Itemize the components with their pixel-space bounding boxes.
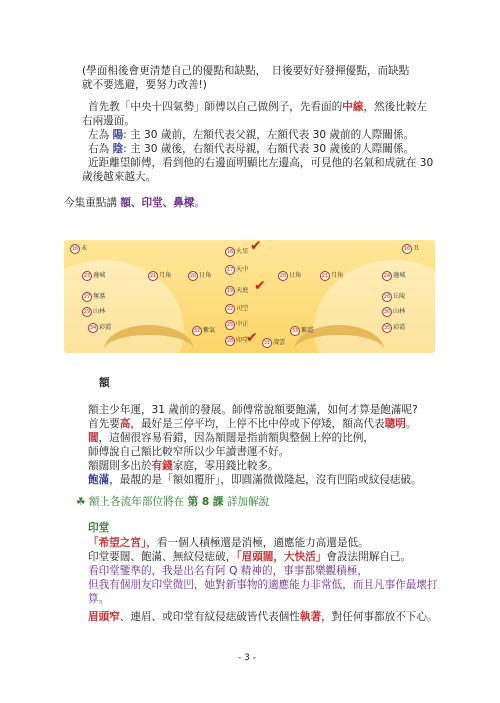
point-27: 27 塚墓 (83, 293, 106, 300)
point-19: 19 天庭 (226, 287, 249, 294)
yin-p1 (88, 537, 369, 550)
point-20b: 20 日角 (279, 272, 302, 279)
point-22: 22 司空 (226, 305, 249, 312)
point-21b: 21 月角 (321, 272, 344, 279)
full-term: 飽滿 (88, 474, 110, 486)
left-text: : 主 30 歲前，左額代表父親，左額代表 30 歲前的人際關係。 (123, 129, 415, 141)
near-line-2: 歲後越來越大。 (82, 171, 157, 183)
check-icon: ✔ (246, 330, 258, 346)
narrow-brow-term: 眉頭窄 (88, 611, 120, 623)
yin-p6-text: 、連眉、或印堂有紋侵痣破皆代表個性 (119, 611, 300, 623)
point-25: 25 中正 (226, 321, 249, 328)
center-line-term: 中線 (342, 101, 364, 113)
yin-p4: 但我有個朋友印堂微凹，她對新事物的適應能力非常低，而且凡事作最壞打 (88, 579, 438, 591)
e-p5 (88, 460, 279, 473)
yin-p2-text: 印堂要闊、飽滿、無紋侵痣破， (88, 551, 237, 563)
teach-text: ，然後比較左 (363, 101, 427, 113)
point-16: 16 火星 (226, 248, 249, 255)
point-34: 34 彩霞 (89, 324, 112, 331)
e-p3 (88, 432, 374, 445)
note-text: 詳加解說 (223, 496, 270, 508)
e-p6-text: ，最靚的是「額如覆肝」，即圓滿微微隆起，沒有凹陷或紋侵痣破。 (109, 474, 422, 486)
rich-term: 有錢 (151, 460, 173, 472)
point-30: 30 山林 (383, 308, 406, 315)
e-p2-text: 首先要 (88, 418, 120, 430)
right-label: 右為 (88, 143, 113, 155)
wide-term: 闊 (88, 432, 99, 444)
focus-items: 額、印堂、鼻樑 (120, 197, 195, 209)
left-label: 左為 (88, 129, 113, 141)
e-heading: 額 (99, 377, 110, 389)
right-yin-line (88, 143, 414, 156)
point-29: 29 山林 (83, 308, 106, 315)
teach-line-2: 右兩邊面。 (82, 115, 135, 127)
yin-p2 (88, 551, 411, 564)
forehead-diagram (64, 240, 435, 353)
point-33: 33 繁霞 (291, 327, 314, 334)
check-icon: ✔ (250, 240, 262, 254)
point-24: 24 邊城 (383, 272, 406, 279)
e-p1: 額主少年運，31 歲前的發展。師傅常說額要飽滿，如何才算是飽滿呢? (88, 404, 418, 416)
e-p5-text: 家庭，零用錢比較多。 (172, 460, 279, 472)
point-21: 21 月角 (149, 272, 172, 279)
page-number: - 3 - (238, 653, 256, 663)
e-p4: 師傅說自己額比較窄所以少年讀書運不好。 (88, 446, 290, 458)
note-text: 額上各流年部位將在 (88, 496, 188, 508)
yang-term: 陽 (112, 129, 124, 141)
check-icon: ✔ (254, 278, 266, 294)
right-text: : 主 30 歲後，右額代表母親，右額代表 30 歲後的人際關係。 (123, 143, 415, 155)
e-p5-text: 額闊則多出於 (88, 460, 152, 472)
intro-line-1: (學面相後會更清楚自己的優點和缺點， 日後要好好發揮優點，而缺點 (82, 65, 410, 77)
e-p2-text: ，最好是三停平均，上停不比中停或下停矮，額高代表 (130, 418, 385, 430)
teach-text: 首先教「中央十四氣勢」師傅以自己做例子，先看面的 (88, 101, 343, 113)
point-32: 32 紫氣 (193, 327, 216, 334)
near-line-1: 近距離望師傅，看到他的右邊面明顯比左邊高，可見他的名氣和成就在 30 (88, 157, 434, 169)
yin-term: 陰 (112, 143, 124, 155)
yin-heading: 印堂 (88, 522, 110, 534)
focus-line (64, 197, 205, 210)
point-28: 28 印堂 (226, 337, 249, 344)
intro-line-2: 就不要逃避，要努力改善!) (82, 79, 207, 91)
e-p2 (88, 418, 416, 431)
smart-term: 聰明 (384, 418, 406, 430)
yin-p6 (88, 611, 438, 624)
e-p3-text: ，這個很容易看錯，因為額闊是指前額與整個上停的比例， (98, 432, 375, 444)
lesson-ref: 第 8 課 (187, 496, 224, 508)
focus-prefix: 今集重點講 (64, 197, 121, 209)
point-35: 35 彩霞 (383, 324, 406, 331)
left-yang-line (88, 129, 414, 142)
yin-p6-text: ，對任何事都放不下心。 (321, 611, 438, 623)
yin-p2-text: 會設法開解自己。 (326, 551, 412, 563)
stubborn-term: 執著 (299, 611, 322, 623)
e-note (76, 496, 269, 509)
point-chou: 16 丑 (403, 245, 420, 252)
focus-suffix: 。 (194, 197, 206, 209)
clover-icon: ☘ (76, 496, 89, 508)
yin-p5: 算。 (88, 593, 110, 605)
point-23: 23 邊城 (83, 272, 106, 279)
yin-p3: 看印堂鑒準的，我是出名有阿 Q 精神的，事事都樂觀積極， (88, 565, 368, 577)
point-31: 31 凌雲 (263, 339, 286, 346)
teach-line-1 (88, 101, 427, 114)
yin-p1-text: ，看一個人積極還是消極，適應能力高還是低。 (146, 537, 369, 549)
point-26: 26 丘陵 (383, 293, 406, 300)
e-p6 (88, 474, 422, 487)
point-20a: 20 日角 (189, 272, 212, 279)
e-p2-text: 。 (405, 418, 417, 430)
point-wei: 16 未 (71, 245, 88, 252)
point-17: 17 天中 (226, 266, 249, 273)
brow-saying: 「眉頭闊，大快活」 (236, 551, 327, 563)
high-term: 高 (119, 418, 131, 430)
hope-palace-term: 「希望之宮」 (88, 537, 147, 549)
